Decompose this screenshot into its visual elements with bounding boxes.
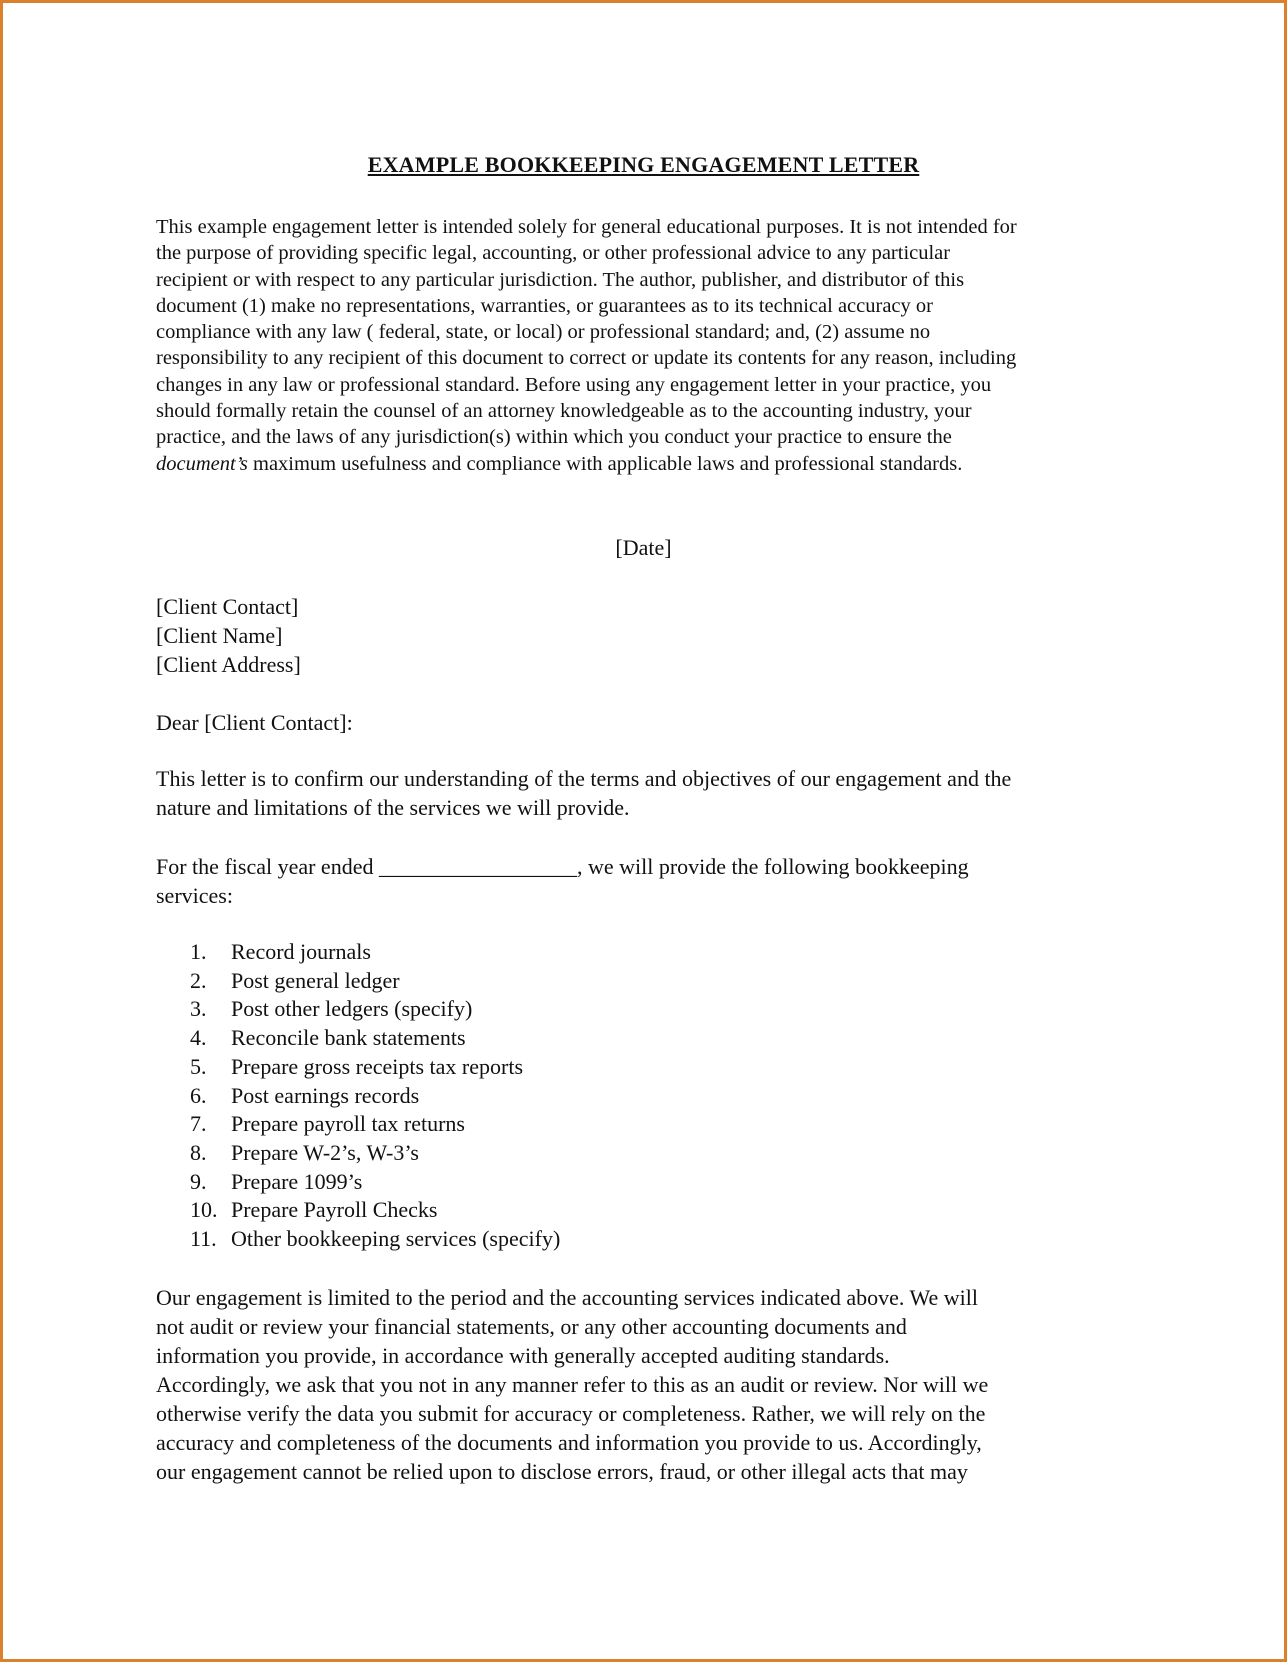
- list-item-number: 1.: [190, 939, 207, 964]
- disclaimer-line: practice, and the laws of any jurisdiction(s) within which you conduct your practice to ensure the: [156, 426, 952, 449]
- list-item-label: Prepare gross receipts tax reports: [231, 1053, 524, 1079]
- engagement-limits-line: Our engagement is limited to the period and the accounting services indicated above. We will: [156, 1285, 978, 1310]
- engagement-limits-line: information you provide, in accordance with generally accepted auditing standards.: [156, 1343, 890, 1368]
- intro-line: This letter is to confirm our understanding of the terms and objectives of our engagement and the: [156, 766, 1012, 791]
- list-item: [190, 995, 560, 1024]
- list-item-number: 6.: [190, 1082, 207, 1108]
- client-address-block: [156, 592, 1146, 679]
- list-item-number: 9.: [190, 1168, 207, 1194]
- list-item-number: 8.: [190, 1139, 207, 1165]
- list-item: [190, 1082, 560, 1111]
- list-item: [190, 1225, 560, 1254]
- engagement-limits-line: our engagement cannot be relied upon to disclose errors, fraud, or other illegal acts that may: [156, 1459, 968, 1484]
- list-item: [190, 938, 560, 967]
- salutation: Dear [Client Contact]:: [156, 710, 353, 735]
- disclaimer-line: document (1) make no representations, warranties, or guarantees as to its technical accuracy or: [156, 294, 933, 317]
- intro-paragraph: [156, 764, 1146, 822]
- disclaimer-line: recipient or with respect to any particular jurisdiction. The author, publisher, and distributor of this: [156, 268, 965, 291]
- list-item-number: 4.: [190, 1025, 207, 1051]
- list-item: [190, 1024, 560, 1053]
- list-item-number: 2.: [190, 967, 207, 993]
- engagement-limits-line: not audit or review your financial statements, or any other accounting documents and: [156, 1314, 907, 1339]
- disclaimer-last-line-text: maximum usefulness and compliance with applicable laws and professional standards.: [247, 452, 963, 475]
- list-item-label: Prepare 1099’s: [231, 1168, 363, 1194]
- client-contact: [Client Contact]: [156, 594, 299, 619]
- list-item: [190, 1196, 560, 1225]
- services-list: [190, 938, 560, 1254]
- list-item: [190, 1139, 560, 1168]
- list-item-number: 5.: [190, 1053, 207, 1079]
- list-item-number: 11.: [190, 1226, 217, 1252]
- list-item-label: Prepare Payroll Checks: [231, 1197, 438, 1223]
- disclaimer-italic-word: document’s: [156, 452, 248, 475]
- engagement-limits-line: Accordingly, we ask that you not in any manner refer to this as an audit or review. Nor will we: [156, 1372, 989, 1397]
- disclaimer-line: the purpose of providing specific legal, accounting, or other professional advice to any particular: [156, 242, 951, 265]
- disclaimer-line: should formally retain the counsel of an attorney knowledgeable as to the accounting industry, your: [156, 400, 972, 423]
- list-item: [190, 1110, 560, 1139]
- letter-date: [Date]: [615, 535, 672, 560]
- list-item-label: Other bookkeeping services (specify): [231, 1226, 561, 1252]
- list-item: [190, 1168, 560, 1197]
- fiscal-year-line: services:: [156, 883, 233, 908]
- disclaimer-line: compliance with any law ( federal, state, or local) or professional standard; and, (2) assume no: [156, 321, 931, 344]
- fiscal-year-line: For the fiscal year ended __________________, we will provide the following bookkeeping: [156, 854, 969, 879]
- list-item-number: 10.: [190, 1197, 218, 1223]
- disclaimer-line: This example engagement letter is intended solely for general educational purposes. It is not intended for: [156, 216, 1017, 238]
- list-item-label: Post earnings records: [231, 1082, 420, 1108]
- engagement-limits-line: otherwise verify the data you submit for accuracy or completeness. Rather, we will rely on the: [156, 1401, 986, 1426]
- engagement-limits-line: accuracy and completeness of the documents and information you provide to us. Accordingly,: [156, 1430, 982, 1455]
- list-item-label: Prepare W-2’s, W-3’s: [231, 1139, 419, 1165]
- fiscal-year-paragraph: [156, 852, 1146, 910]
- intro-line: nature and limitations of the services we will provide.: [156, 795, 630, 820]
- engagement-limits-paragraph: [156, 1283, 1146, 1486]
- list-item-number: 7.: [190, 1111, 207, 1137]
- disclaimer-line: changes in any law or professional standard. Before using any engagement letter in your practice, you: [156, 373, 992, 396]
- list-item-label: Reconcile bank statements: [231, 1025, 466, 1051]
- disclaimer-last-line: [156, 451, 1146, 477]
- client-name: [Client Name]: [156, 623, 283, 648]
- list-item-label: Post general ledger: [231, 967, 400, 993]
- document-title: EXAMPLE BOOKKEEPING ENGAGEMENT LETTER: [367, 152, 920, 177]
- list-item-label: Record journals: [231, 939, 371, 964]
- disclaimer-paragraph: [156, 214, 1146, 477]
- list-item: [190, 1053, 560, 1082]
- list-item: [190, 967, 560, 996]
- list-item-label: Post other ledgers (specify): [231, 996, 473, 1022]
- list-item-label: Prepare payroll tax returns: [231, 1111, 465, 1137]
- list-item-number: 3.: [190, 996, 207, 1022]
- client-address: [Client Address]: [156, 652, 301, 677]
- disclaimer-line: responsibility to any recipient of this document to correct or update its contents for any reason, including: [156, 347, 1017, 370]
